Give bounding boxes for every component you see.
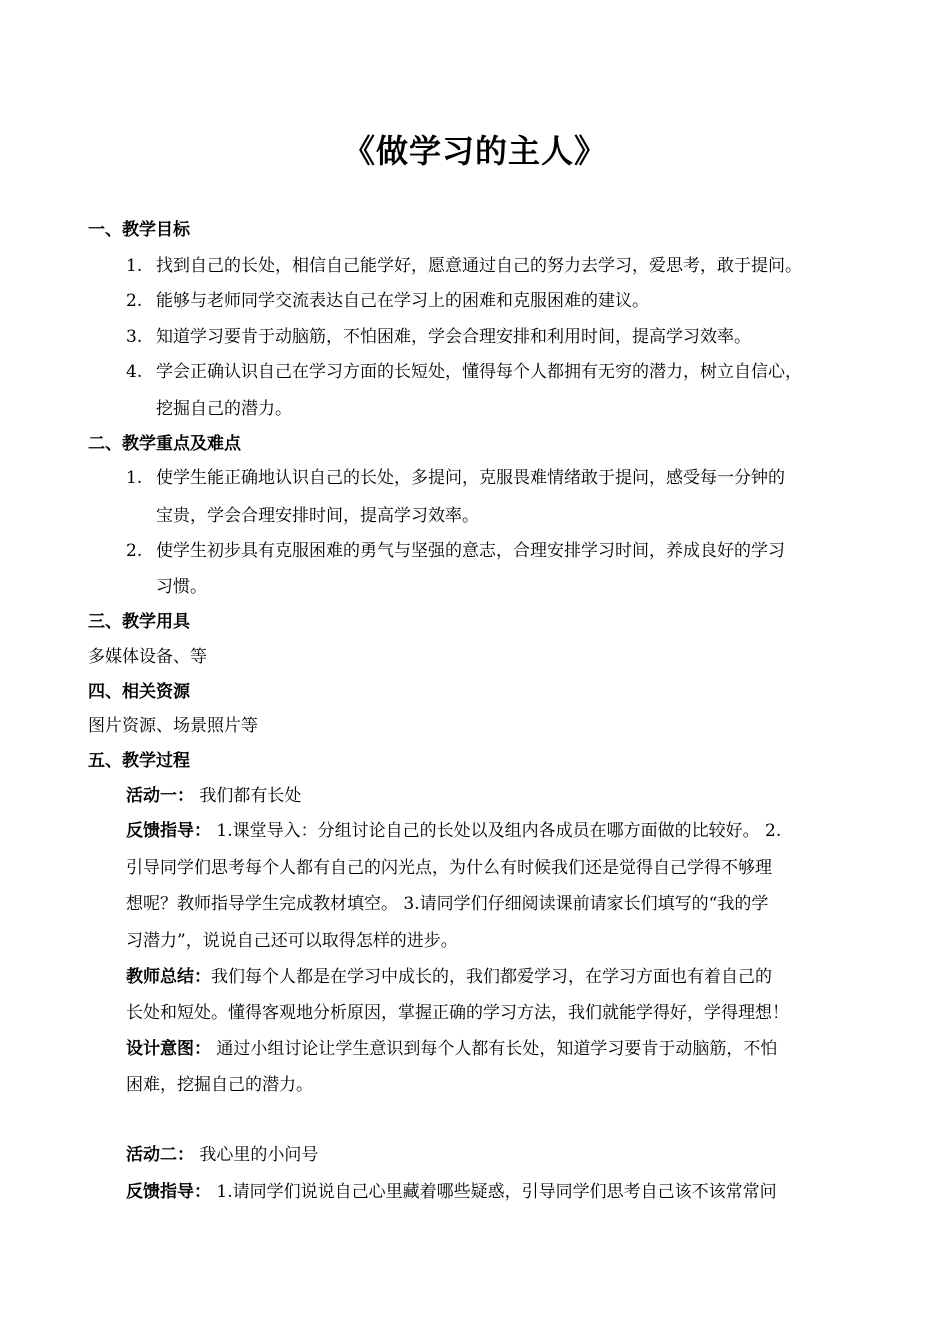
summary-label: 教师总结： <box>126 967 211 987</box>
list-item-text: 使学生能正确地认识自己的长处，多提问，克服畏难情绪敢于提问，感受每一分钟的 <box>156 468 785 488</box>
feedback-paragraph-line: 引导同学们思考每个人都有自己的闪光点，为什么有时候我们还是觉得自己学得不够理 <box>126 858 772 878</box>
activity-one-title <box>126 784 301 808</box>
design-paragraph-line <box>126 1037 777 1061</box>
section-text-resources: 图片资源、场景照片等 <box>88 716 258 736</box>
list-item-number: 1. <box>126 256 143 276</box>
list-item-continuation: 挖掘自己的潜力。 <box>156 399 292 419</box>
activity-label: 活动一： <box>126 786 194 806</box>
list-item-number: 1. <box>126 468 143 488</box>
activity-title: 我心里的小问号 <box>199 1145 319 1165</box>
summary-paragraph-line <box>126 965 772 989</box>
design-paragraph-line: 困难，挖掘自己的潜力。 <box>126 1075 313 1095</box>
list-item-continuation: 习惯。 <box>156 577 207 597</box>
list-item-text: 使学生初步具有克服困难的勇气与坚强的意志，合理安排学习时间，养成良好的学习 <box>156 541 785 561</box>
list-item <box>126 539 785 563</box>
list-item-number: 2. <box>126 291 143 311</box>
list-item-number: 2. <box>126 541 143 561</box>
list-item <box>126 289 649 313</box>
feedback-paragraph-line: 想呢？教师指导学生完成教材填空。 3.请同学们仔细阅读课前请家长们填写的“我的学 <box>126 894 769 914</box>
design-label: 设计意图： <box>126 1039 211 1059</box>
list-item-text: 知道学习要肯于动脑筋，不怕困难，学会合理安排和利用时间，提高学习效率。 <box>156 327 751 347</box>
feedback-text: 1.请同学们说说自己心里藏着哪些疑惑，引导同学们思考自己该不该常常问 <box>216 1182 777 1202</box>
list-item <box>126 466 785 490</box>
section-heading-key-points: 二、教学重点及难点 <box>88 434 241 454</box>
list-item <box>126 254 802 278</box>
list-item-number: 4. <box>126 362 143 382</box>
document-title: 《做学习的主人》 <box>342 132 607 170</box>
feedback-paragraph-line: 习潜力”，说说自己还可以取得怎样的进步。 <box>126 931 458 951</box>
list-item-text: 学会正确认识自己在学习方面的长短处，懂得每个人都拥有无穷的潜力，树立自信心， <box>156 362 802 382</box>
feedback-paragraph-line <box>126 819 781 843</box>
list-item <box>126 360 802 384</box>
summary-text: 我们每个人都是在学习中成长的，我们都爱学习，在学习方面也有着自己的 <box>211 967 772 987</box>
feedback-text: 1.课堂导入：分组讨论自己的长处以及组内各成员在哪方面做的比较好。 2. <box>216 821 782 841</box>
list-item-text: 找到自己的长处，相信自己能学好，愿意通过自己的努力去学习，爱思考，敢于提问。 <box>156 256 802 276</box>
feedback-label: 反馈指导： <box>126 821 211 841</box>
activity-label: 活动二： <box>126 1145 194 1165</box>
section-text-tools: 多媒体设备、等 <box>88 647 207 667</box>
list-item-text: 能够与老师同学交流表达自己在学习上的困难和克服困难的建议。 <box>156 291 649 311</box>
section-heading-tools: 三、教学用具 <box>88 612 190 632</box>
list-item <box>126 325 751 349</box>
section-heading-objectives: 一、教学目标 <box>88 220 190 240</box>
section-heading-resources: 四、相关资源 <box>88 682 190 702</box>
feedback-paragraph-line <box>126 1180 777 1204</box>
list-item-continuation: 宝贵，学会合理安排时间，提高学习效率。 <box>156 506 479 526</box>
activity-two-title <box>126 1143 318 1167</box>
feedback-label: 反馈指导： <box>126 1182 211 1202</box>
summary-paragraph-line: 长处和短处。懂得客观地分析原因，掌握正确的学习方法，我们就能学得好，学得理想！ <box>126 1003 789 1023</box>
list-item-number: 3. <box>126 327 143 347</box>
design-text: 通过小组讨论让学生意识到每个人都有长处，知道学习要肯于动脑筋，不怕 <box>216 1039 778 1059</box>
section-heading-process: 五、教学过程 <box>88 751 190 771</box>
activity-title: 我们都有长处 <box>199 786 302 806</box>
